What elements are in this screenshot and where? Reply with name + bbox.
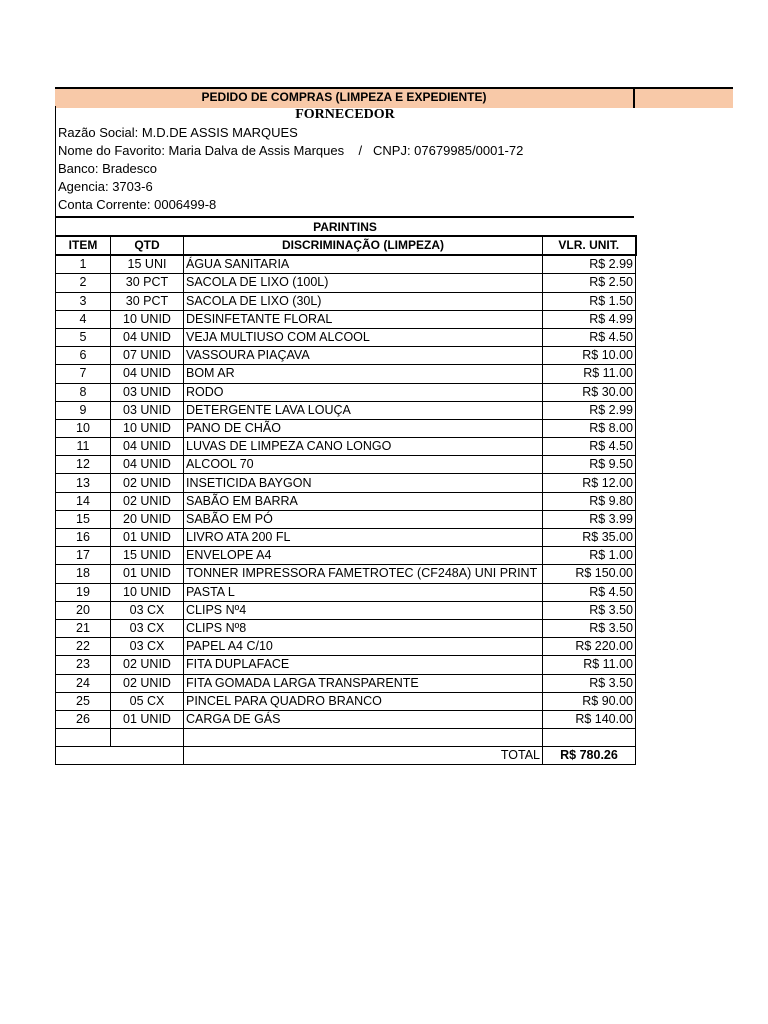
item-number: 19 [56, 583, 111, 601]
item-description: DESINFETANTE FLORAL [184, 310, 543, 328]
item-qty: 05 CX [111, 692, 184, 710]
item-qty: 04 UNID [111, 456, 184, 474]
item-description: DETERGENTE LAVA LOUÇA [184, 401, 543, 419]
item-unit-price: R$ 4.50 [543, 583, 636, 601]
item-description: SACOLA DE LIXO (100L) [184, 274, 543, 292]
item-number: 15 [56, 510, 111, 528]
item-description: CLIPS Nº8 [184, 619, 543, 637]
item-unit-price: R$ 2.50 [543, 274, 636, 292]
item-qty: 15 UNID [111, 547, 184, 565]
table-row [56, 601, 636, 619]
table-row [56, 438, 636, 456]
item-unit-price: R$ 150.00 [543, 565, 636, 583]
col-discriminacao: DISCRIMINAÇÃO (LIMPEZA) [184, 236, 543, 255]
supplier-heading: FORNECEDOR [295, 107, 395, 122]
item-number: 8 [56, 383, 111, 401]
item-number: 4 [56, 310, 111, 328]
item-qty: 03 CX [111, 619, 184, 637]
item-qty: 15 UNI [111, 255, 184, 274]
item-number: 23 [56, 656, 111, 674]
item-description: ÁGUA SANITARIA [184, 255, 543, 274]
item-unit-price: R$ 12.00 [543, 474, 636, 492]
item-description: BOM AR [184, 365, 543, 383]
item-description: LIVRO ATA 200 FL [184, 529, 543, 547]
item-description: TONNER IMPRESSORA FAMETROTEC (CF248A) UNI PRINT [184, 565, 543, 583]
item-unit-price: R$ 220.00 [543, 638, 636, 656]
item-number: 14 [56, 492, 111, 510]
item-qty: 02 UNID [111, 674, 184, 692]
blank-cell [184, 729, 543, 747]
item-qty: 03 UNID [111, 401, 184, 419]
item-unit-price: R$ 3.50 [543, 674, 636, 692]
total-blank [56, 747, 184, 765]
item-number: 25 [56, 692, 111, 710]
item-number: 9 [56, 401, 111, 419]
item-number: 17 [56, 547, 111, 565]
table-row [56, 529, 636, 547]
item-unit-price: R$ 35.00 [543, 529, 636, 547]
item-unit-price: R$ 11.00 [543, 656, 636, 674]
item-unit-price: R$ 4.50 [543, 438, 636, 456]
location-label: PARINTINS [313, 220, 377, 234]
table-row [56, 656, 636, 674]
item-unit-price: R$ 30.00 [543, 383, 636, 401]
table-row [56, 310, 636, 328]
table-row [56, 710, 636, 728]
item-qty: 01 UNID [111, 565, 184, 583]
total-row [56, 747, 636, 765]
nome-favorito-cnpj: Nome do Favorito: Maria Dalva de Assis Marques / CNPJ: 07679985/0001-72 [58, 143, 524, 158]
item-description: PINCEL PARA QUADRO BRANCO [184, 692, 543, 710]
item-unit-price: R$ 3.99 [543, 510, 636, 528]
table-row [56, 347, 636, 365]
item-description: PANO DE CHÃO [184, 419, 543, 437]
item-number: 5 [56, 328, 111, 346]
item-qty: 04 UNID [111, 328, 184, 346]
location-header [55, 216, 634, 235]
items-table [55, 235, 637, 765]
item-number: 6 [56, 347, 111, 365]
table-row [56, 565, 636, 583]
item-number: 21 [56, 619, 111, 637]
item-description: ALCOOL 70 [184, 456, 543, 474]
item-number: 12 [56, 456, 111, 474]
blank-cell [56, 729, 111, 747]
item-description: INSETICIDA BAYGON [184, 474, 543, 492]
table-row [56, 692, 636, 710]
table-row [56, 474, 636, 492]
item-unit-price: R$ 8.00 [543, 419, 636, 437]
banco: Banco: Bradesco [58, 161, 158, 176]
item-qty: 30 PCT [111, 292, 184, 310]
item-unit-price: R$ 90.00 [543, 692, 636, 710]
col-item: ITEM [56, 236, 111, 255]
table-row [56, 255, 636, 274]
table-row [56, 419, 636, 437]
item-number: 16 [56, 529, 111, 547]
item-qty: 01 UNID [111, 710, 184, 728]
supplier-block [55, 106, 634, 216]
item-qty: 01 UNID [111, 529, 184, 547]
item-description: SACOLA DE LIXO (30L) [184, 292, 543, 310]
item-unit-price: R$ 10.00 [543, 347, 636, 365]
table-row [56, 619, 636, 637]
col-qtd: QTD [111, 236, 184, 255]
table-row [56, 365, 636, 383]
item-description: LUVAS DE LIMPEZA CANO LONGO [184, 438, 543, 456]
item-qty: 04 UNID [111, 438, 184, 456]
agencia: Agencia: 3703-6 [58, 179, 153, 194]
item-qty: 07 UNID [111, 347, 184, 365]
item-unit-price: R$ 4.50 [543, 328, 636, 346]
item-unit-price: R$ 1.50 [543, 292, 636, 310]
table-row [56, 401, 636, 419]
blank-row [56, 729, 636, 747]
item-number: 2 [56, 274, 111, 292]
item-description: FITA DUPLAFACE [184, 656, 543, 674]
item-number: 26 [56, 710, 111, 728]
item-unit-price: R$ 3.50 [543, 601, 636, 619]
item-unit-price: R$ 11.00 [543, 365, 636, 383]
table-row [56, 492, 636, 510]
item-qty: 02 UNID [111, 656, 184, 674]
item-description: SABÃO EM PÓ [184, 510, 543, 528]
table-row [56, 583, 636, 601]
item-description: CARGA DE GÁS [184, 710, 543, 728]
table-row [56, 274, 636, 292]
item-description: FITA GOMADA LARGA TRANSPARENTE [184, 674, 543, 692]
title-bar [55, 87, 733, 108]
table-row [56, 510, 636, 528]
item-qty: 04 UNID [111, 365, 184, 383]
item-unit-price: R$ 140.00 [543, 710, 636, 728]
item-description: SABÃO EM BARRA [184, 492, 543, 510]
item-description: PASTA L [184, 583, 543, 601]
item-unit-price: R$ 9.50 [543, 456, 636, 474]
item-number: 20 [56, 601, 111, 619]
item-qty: 02 UNID [111, 474, 184, 492]
items-body [56, 255, 636, 728]
item-qty: 30 PCT [111, 274, 184, 292]
item-description: ENVELOPE A4 [184, 547, 543, 565]
table-row [56, 674, 636, 692]
item-description: VASSOURA PIAÇAVA [184, 347, 543, 365]
page-title: PEDIDO DE COMPRAS (LIMPEZA E EXPEDIENTE) [201, 90, 487, 104]
total-label: TOTAL [184, 747, 543, 765]
item-qty: 02 UNID [111, 492, 184, 510]
item-number: 13 [56, 474, 111, 492]
item-number: 3 [56, 292, 111, 310]
table-row [56, 383, 636, 401]
item-qty: 03 CX [111, 638, 184, 656]
item-number: 11 [56, 438, 111, 456]
item-number: 18 [56, 565, 111, 583]
item-qty: 03 UNID [111, 383, 184, 401]
item-qty: 10 UNID [111, 419, 184, 437]
item-qty: 10 UNID [111, 583, 184, 601]
item-unit-price: R$ 1.00 [543, 547, 636, 565]
blank-cell [111, 729, 184, 747]
item-description: RODO [184, 383, 543, 401]
item-description: VEJA MULTIUSO COM ALCOOL [184, 328, 543, 346]
table-row [56, 456, 636, 474]
item-number: 24 [56, 674, 111, 692]
item-number: 1 [56, 255, 111, 274]
item-unit-price: R$ 2.99 [543, 255, 636, 274]
table-row [56, 328, 636, 346]
item-number: 10 [56, 419, 111, 437]
item-unit-price: R$ 4.99 [543, 310, 636, 328]
col-vlr-unit: VLR. UNIT. [543, 236, 636, 255]
item-number: 22 [56, 638, 111, 656]
item-unit-price: R$ 3.50 [543, 619, 636, 637]
blank-cell [543, 729, 636, 747]
item-qty: 10 UNID [111, 310, 184, 328]
item-description: PAPEL A4 C/10 [184, 638, 543, 656]
item-qty: 03 CX [111, 601, 184, 619]
item-description: CLIPS Nº4 [184, 601, 543, 619]
total-value: R$ 780.26 [543, 747, 636, 765]
item-unit-price: R$ 9.80 [543, 492, 636, 510]
table-row [56, 547, 636, 565]
table-row [56, 292, 636, 310]
item-unit-price: R$ 2.99 [543, 401, 636, 419]
conta-corrente: Conta Corrente: 0006499-8 [58, 197, 217, 212]
razao-social: Razão Social: M.D.DE ASSIS MARQUES [58, 125, 298, 140]
item-number: 7 [56, 365, 111, 383]
item-qty: 20 UNID [111, 510, 184, 528]
table-row [56, 638, 636, 656]
table-header-row [56, 236, 636, 255]
